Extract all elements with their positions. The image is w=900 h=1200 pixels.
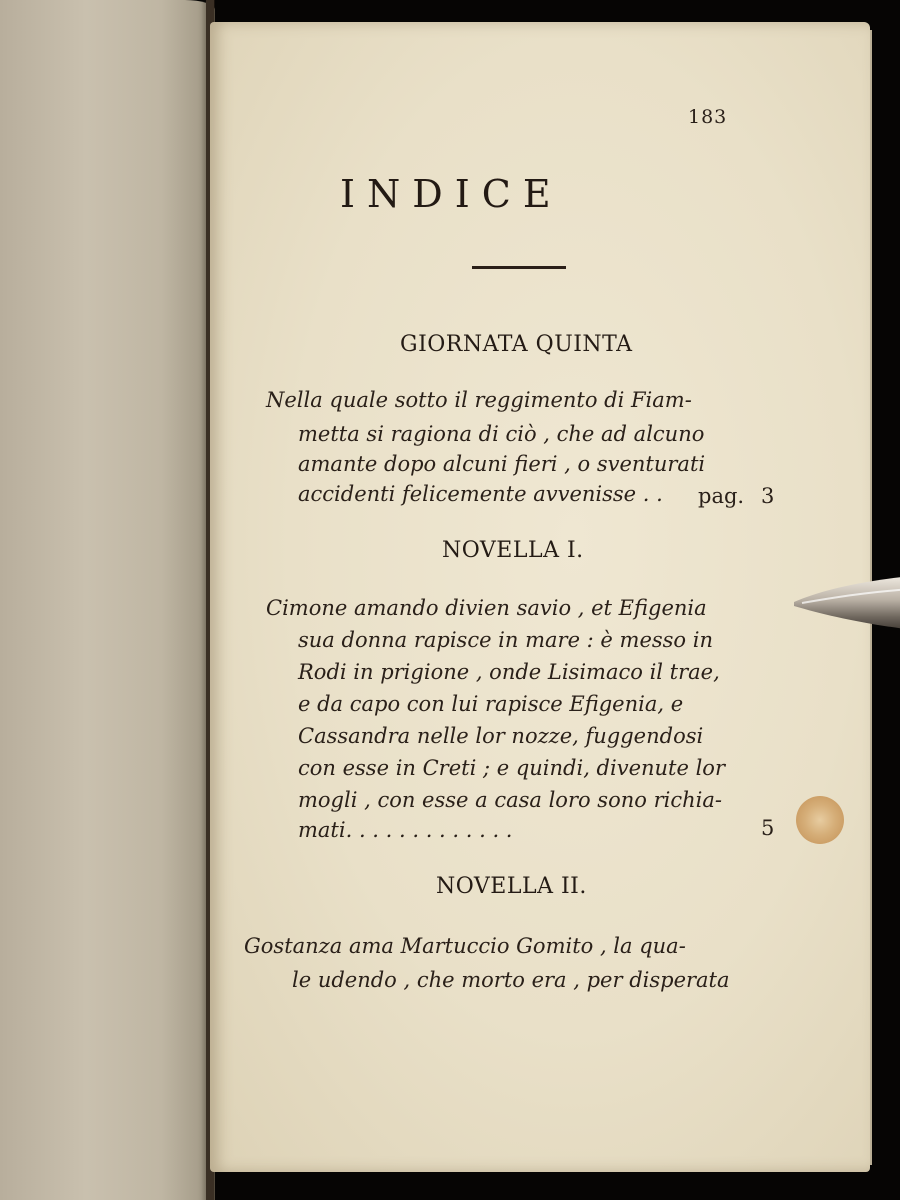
novella-1-line: Cimone amando divien savio , et Efigenia: [266, 596, 707, 620]
title-rule: [472, 266, 566, 269]
novella-1-line: Cassandra nelle lor nozze, fuggendosi: [298, 724, 704, 748]
giornata-heading: GIORNATA QUINTA: [400, 332, 633, 357]
novella-2-line: le udendo , che morto era , per disperata: [292, 968, 730, 992]
novella-1-heading: NOVELLA I.: [442, 538, 584, 563]
page-title: INDICE: [340, 172, 563, 216]
giornata-line: accidenti felicemente avvenisse . .: [298, 482, 663, 506]
novella-1-line: con esse in Creti ; e quindi, divenute lor: [298, 756, 725, 780]
novella-1-line: mogli , con esse a casa loro sono richia-: [298, 788, 722, 812]
novella-1-line: e da capo con lui rapisce Efigenia, e: [298, 692, 684, 716]
novella-1-page-ref: 5: [761, 816, 775, 840]
pen-tip-pointer: [792, 572, 900, 634]
giornata-line: amante dopo alcuni fieri , o sventurati: [298, 452, 706, 476]
novella-2-line: Gostanza ama Martuccio Gomito , la qua-: [244, 934, 686, 958]
novella-1-line: sua donna rapisce in mare : è messo in: [298, 628, 713, 652]
giornata-line: metta si ragiona di ciò , che ad alcuno: [298, 422, 705, 446]
page-number: 183: [688, 106, 728, 128]
giornata-line: Nella quale sotto il reggimento di Fiam-: [266, 388, 692, 412]
giornata-page-ref: 3: [761, 484, 775, 508]
novella-1-line: Rodi in prigione , onde Lisimaco il trae,: [298, 660, 720, 684]
foxing-stain: [796, 796, 844, 844]
left-page: [0, 0, 215, 1200]
novella-2-heading: NOVELLA II.: [436, 874, 587, 899]
pag-label: pag.: [698, 484, 745, 508]
novella-1-line: mati. . . . . . . . . . . . .: [298, 818, 513, 842]
